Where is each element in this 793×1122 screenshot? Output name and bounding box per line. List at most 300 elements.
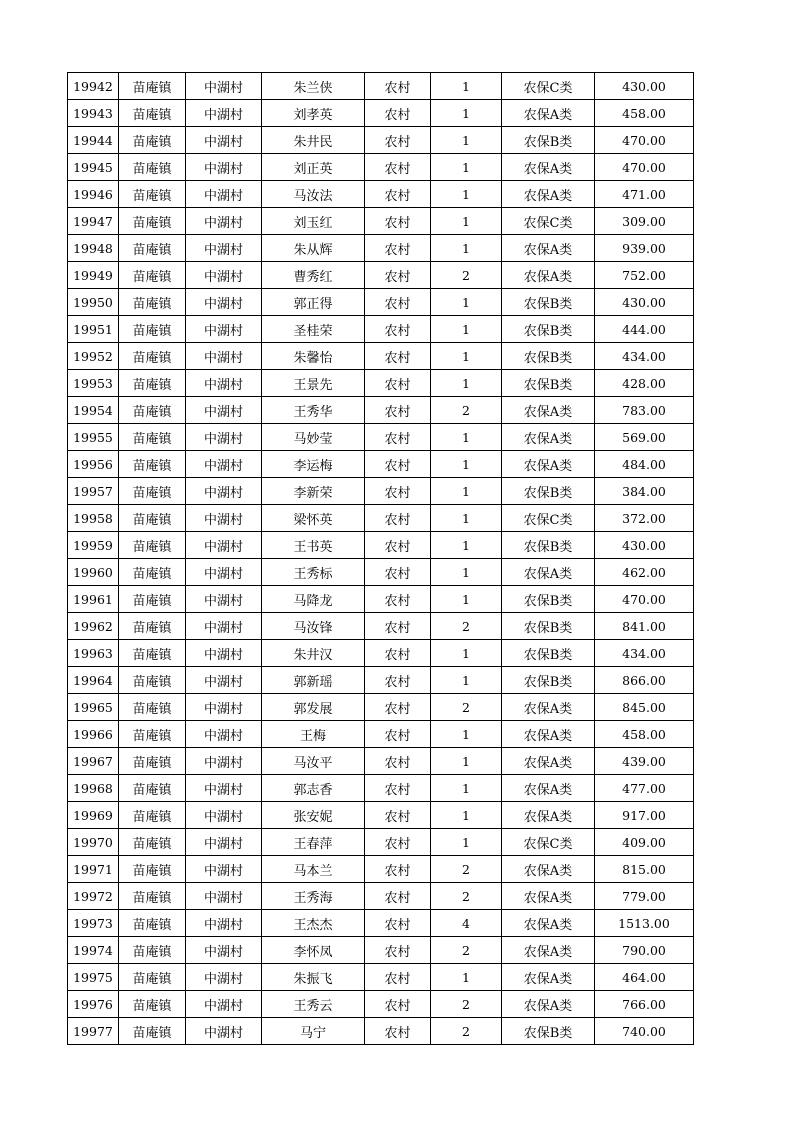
category-cell: 农保B类 (502, 667, 595, 694)
town-cell: 苗庵镇 (119, 505, 186, 532)
town-cell: 苗庵镇 (119, 100, 186, 127)
amount-cell: 464.00 (595, 964, 694, 991)
category-cell: 农保B类 (502, 289, 595, 316)
amount-cell: 815.00 (595, 856, 694, 883)
household-type-cell: 农村 (365, 964, 431, 991)
amount-cell: 372.00 (595, 505, 694, 532)
town-cell: 苗庵镇 (119, 343, 186, 370)
town-cell: 苗庵镇 (119, 667, 186, 694)
amount-cell: 458.00 (595, 721, 694, 748)
name-cell: 马妙莹 (262, 424, 365, 451)
amount-cell: 752.00 (595, 262, 694, 289)
town-cell: 苗庵镇 (119, 235, 186, 262)
serial-number-cell: 19968 (68, 775, 119, 802)
village-cell: 中湖村 (186, 532, 262, 559)
town-cell: 苗庵镇 (119, 289, 186, 316)
category-cell: 农保A类 (502, 775, 595, 802)
table-row (68, 910, 694, 937)
category-cell: 农保C类 (502, 505, 595, 532)
household-type-cell: 农村 (365, 1018, 431, 1045)
table-row (68, 478, 694, 505)
name-cell: 郭新瑶 (262, 667, 365, 694)
table-row (68, 100, 694, 127)
village-cell: 中湖村 (186, 910, 262, 937)
table-row (68, 154, 694, 181)
village-cell: 中湖村 (186, 640, 262, 667)
household-type-cell: 农村 (365, 613, 431, 640)
village-cell: 中湖村 (186, 181, 262, 208)
table-row (68, 586, 694, 613)
town-cell: 苗庵镇 (119, 586, 186, 613)
category-cell: 农保B类 (502, 316, 595, 343)
person-count-cell: 1 (431, 370, 502, 397)
person-count-cell: 2 (431, 613, 502, 640)
household-type-cell: 农村 (365, 505, 431, 532)
amount-cell: 462.00 (595, 559, 694, 586)
name-cell: 马本兰 (262, 856, 365, 883)
serial-number-cell: 19971 (68, 856, 119, 883)
amount-cell: 409.00 (595, 829, 694, 856)
amount-cell: 439.00 (595, 748, 694, 775)
category-cell: 农保A类 (502, 451, 595, 478)
person-count-cell: 1 (431, 73, 502, 100)
amount-cell: 1513.00 (595, 910, 694, 937)
town-cell: 苗庵镇 (119, 910, 186, 937)
village-cell: 中湖村 (186, 721, 262, 748)
name-cell: 王杰杰 (262, 910, 365, 937)
person-count-cell: 1 (431, 532, 502, 559)
village-cell: 中湖村 (186, 694, 262, 721)
category-cell: 农保B类 (502, 127, 595, 154)
category-cell: 农保B类 (502, 478, 595, 505)
name-cell: 王书英 (262, 532, 365, 559)
amount-cell: 384.00 (595, 478, 694, 505)
table-row (68, 640, 694, 667)
village-cell: 中湖村 (186, 289, 262, 316)
records-table (67, 72, 694, 1045)
village-cell: 中湖村 (186, 262, 262, 289)
household-type-cell: 农村 (365, 343, 431, 370)
person-count-cell: 1 (431, 208, 502, 235)
table-row (68, 991, 694, 1018)
person-count-cell: 1 (431, 451, 502, 478)
town-cell: 苗庵镇 (119, 802, 186, 829)
town-cell: 苗庵镇 (119, 775, 186, 802)
household-type-cell: 农村 (365, 262, 431, 289)
table-row (68, 451, 694, 478)
village-cell: 中湖村 (186, 424, 262, 451)
person-count-cell: 1 (431, 100, 502, 127)
person-count-cell: 1 (431, 721, 502, 748)
town-cell: 苗庵镇 (119, 640, 186, 667)
amount-cell: 845.00 (595, 694, 694, 721)
amount-cell: 569.00 (595, 424, 694, 451)
town-cell: 苗庵镇 (119, 856, 186, 883)
name-cell: 郭正得 (262, 289, 365, 316)
village-cell: 中湖村 (186, 343, 262, 370)
name-cell: 马降龙 (262, 586, 365, 613)
village-cell: 中湖村 (186, 586, 262, 613)
household-type-cell: 农村 (365, 802, 431, 829)
household-type-cell: 农村 (365, 991, 431, 1018)
serial-number-cell: 19948 (68, 235, 119, 262)
village-cell: 中湖村 (186, 613, 262, 640)
person-count-cell: 1 (431, 775, 502, 802)
household-type-cell: 农村 (365, 451, 431, 478)
name-cell: 马宁 (262, 1018, 365, 1045)
category-cell: 农保A类 (502, 883, 595, 910)
amount-cell: 841.00 (595, 613, 694, 640)
person-count-cell: 1 (431, 964, 502, 991)
amount-cell: 484.00 (595, 451, 694, 478)
name-cell: 马汝平 (262, 748, 365, 775)
name-cell: 王秀华 (262, 397, 365, 424)
category-cell: 农保A类 (502, 262, 595, 289)
village-cell: 中湖村 (186, 208, 262, 235)
household-type-cell: 农村 (365, 289, 431, 316)
person-count-cell: 2 (431, 937, 502, 964)
village-cell: 中湖村 (186, 937, 262, 964)
table-row (68, 343, 694, 370)
town-cell: 苗庵镇 (119, 370, 186, 397)
name-cell: 王秀标 (262, 559, 365, 586)
table-row (68, 532, 694, 559)
category-cell: 农保A类 (502, 235, 595, 262)
amount-cell: 470.00 (595, 154, 694, 181)
name-cell: 圣桂荣 (262, 316, 365, 343)
serial-number-cell: 19976 (68, 991, 119, 1018)
serial-number-cell: 19946 (68, 181, 119, 208)
name-cell: 朱井汉 (262, 640, 365, 667)
name-cell: 梁怀英 (262, 505, 365, 532)
village-cell: 中湖村 (186, 856, 262, 883)
category-cell: 农保A类 (502, 802, 595, 829)
household-type-cell: 农村 (365, 370, 431, 397)
name-cell: 朱井民 (262, 127, 365, 154)
household-type-cell: 农村 (365, 235, 431, 262)
category-cell: 农保A类 (502, 991, 595, 1018)
household-type-cell: 农村 (365, 559, 431, 586)
serial-number-cell: 19960 (68, 559, 119, 586)
person-count-cell: 2 (431, 883, 502, 910)
village-cell: 中湖村 (186, 505, 262, 532)
table-row (68, 937, 694, 964)
amount-cell: 471.00 (595, 181, 694, 208)
town-cell: 苗庵镇 (119, 208, 186, 235)
serial-number-cell: 19947 (68, 208, 119, 235)
amount-cell: 790.00 (595, 937, 694, 964)
person-count-cell: 1 (431, 181, 502, 208)
name-cell: 朱兰侠 (262, 73, 365, 100)
table-row (68, 721, 694, 748)
serial-number-cell: 19963 (68, 640, 119, 667)
table-row (68, 856, 694, 883)
serial-number-cell: 19962 (68, 613, 119, 640)
village-cell: 中湖村 (186, 802, 262, 829)
village-cell: 中湖村 (186, 397, 262, 424)
amount-cell: 444.00 (595, 316, 694, 343)
name-cell: 李新荣 (262, 478, 365, 505)
serial-number-cell: 19954 (68, 397, 119, 424)
serial-number-cell: 19952 (68, 343, 119, 370)
household-type-cell: 农村 (365, 748, 431, 775)
household-type-cell: 农村 (365, 73, 431, 100)
household-type-cell: 农村 (365, 937, 431, 964)
name-cell: 王秀云 (262, 991, 365, 1018)
person-count-cell: 2 (431, 1018, 502, 1045)
town-cell: 苗庵镇 (119, 991, 186, 1018)
town-cell: 苗庵镇 (119, 424, 186, 451)
name-cell: 王景先 (262, 370, 365, 397)
amount-cell: 766.00 (595, 991, 694, 1018)
name-cell: 王春萍 (262, 829, 365, 856)
amount-cell: 430.00 (595, 532, 694, 559)
serial-number-cell: 19958 (68, 505, 119, 532)
person-count-cell: 1 (431, 289, 502, 316)
serial-number-cell: 19965 (68, 694, 119, 721)
serial-number-cell: 19973 (68, 910, 119, 937)
town-cell: 苗庵镇 (119, 748, 186, 775)
category-cell: 农保C类 (502, 73, 595, 100)
table-row (68, 316, 694, 343)
name-cell: 郭志香 (262, 775, 365, 802)
serial-number-cell: 19950 (68, 289, 119, 316)
household-type-cell: 农村 (365, 127, 431, 154)
person-count-cell: 1 (431, 154, 502, 181)
name-cell: 李怀凤 (262, 937, 365, 964)
household-type-cell: 农村 (365, 694, 431, 721)
category-cell: 农保B类 (502, 1018, 595, 1045)
table-row (68, 289, 694, 316)
town-cell: 苗庵镇 (119, 397, 186, 424)
person-count-cell: 1 (431, 586, 502, 613)
table-row (68, 73, 694, 100)
table-row (68, 181, 694, 208)
table-row (68, 1018, 694, 1045)
village-cell: 中湖村 (186, 316, 262, 343)
category-cell: 农保C类 (502, 208, 595, 235)
category-cell: 农保A类 (502, 154, 595, 181)
person-count-cell: 2 (431, 856, 502, 883)
serial-number-cell: 19951 (68, 316, 119, 343)
person-count-cell: 1 (431, 505, 502, 532)
household-type-cell: 农村 (365, 397, 431, 424)
household-type-cell: 农村 (365, 721, 431, 748)
table-row (68, 748, 694, 775)
town-cell: 苗庵镇 (119, 262, 186, 289)
category-cell: 农保A类 (502, 694, 595, 721)
person-count-cell: 1 (431, 667, 502, 694)
serial-number-cell: 19957 (68, 478, 119, 505)
name-cell: 刘玉红 (262, 208, 365, 235)
village-cell: 中湖村 (186, 235, 262, 262)
town-cell: 苗庵镇 (119, 883, 186, 910)
table-row (68, 370, 694, 397)
household-type-cell: 农村 (365, 478, 431, 505)
village-cell: 中湖村 (186, 883, 262, 910)
town-cell: 苗庵镇 (119, 559, 186, 586)
category-cell: 农保B类 (502, 370, 595, 397)
serial-number-cell: 19977 (68, 1018, 119, 1045)
table-row (68, 397, 694, 424)
name-cell: 马汝法 (262, 181, 365, 208)
person-count-cell: 1 (431, 829, 502, 856)
person-count-cell: 2 (431, 991, 502, 1018)
amount-cell: 434.00 (595, 343, 694, 370)
amount-cell: 309.00 (595, 208, 694, 235)
household-type-cell: 农村 (365, 208, 431, 235)
person-count-cell: 1 (431, 127, 502, 154)
village-cell: 中湖村 (186, 829, 262, 856)
person-count-cell: 1 (431, 559, 502, 586)
town-cell: 苗庵镇 (119, 829, 186, 856)
village-cell: 中湖村 (186, 73, 262, 100)
category-cell: 农保B类 (502, 586, 595, 613)
serial-number-cell: 19972 (68, 883, 119, 910)
category-cell: 农保B类 (502, 343, 595, 370)
person-count-cell: 1 (431, 802, 502, 829)
town-cell: 苗庵镇 (119, 451, 186, 478)
amount-cell: 430.00 (595, 73, 694, 100)
person-count-cell: 1 (431, 424, 502, 451)
serial-number-cell: 19966 (68, 721, 119, 748)
name-cell: 马汝锋 (262, 613, 365, 640)
category-cell: 农保A类 (502, 100, 595, 127)
table-row (68, 127, 694, 154)
amount-cell: 428.00 (595, 370, 694, 397)
village-cell: 中湖村 (186, 1018, 262, 1045)
household-type-cell: 农村 (365, 775, 431, 802)
town-cell: 苗庵镇 (119, 937, 186, 964)
table-row (68, 424, 694, 451)
category-cell: 农保C类 (502, 829, 595, 856)
town-cell: 苗庵镇 (119, 532, 186, 559)
category-cell: 农保A类 (502, 397, 595, 424)
table-row (68, 667, 694, 694)
serial-number-cell: 19956 (68, 451, 119, 478)
table-row (68, 694, 694, 721)
amount-cell: 866.00 (595, 667, 694, 694)
category-cell: 农保B类 (502, 532, 595, 559)
household-type-cell: 农村 (365, 856, 431, 883)
table-row (68, 262, 694, 289)
table-row (68, 964, 694, 991)
name-cell: 刘孝英 (262, 100, 365, 127)
person-count-cell: 2 (431, 262, 502, 289)
table-row (68, 802, 694, 829)
serial-number-cell: 19969 (68, 802, 119, 829)
person-count-cell: 1 (431, 316, 502, 343)
household-type-cell: 农村 (365, 316, 431, 343)
table-row (68, 883, 694, 910)
village-cell: 中湖村 (186, 964, 262, 991)
table-row (68, 559, 694, 586)
serial-number-cell: 19964 (68, 667, 119, 694)
person-count-cell: 1 (431, 640, 502, 667)
village-cell: 中湖村 (186, 991, 262, 1018)
household-type-cell: 农村 (365, 640, 431, 667)
person-count-cell: 1 (431, 235, 502, 262)
amount-cell: 434.00 (595, 640, 694, 667)
serial-number-cell: 19961 (68, 586, 119, 613)
household-type-cell: 农村 (365, 532, 431, 559)
person-count-cell: 2 (431, 397, 502, 424)
serial-number-cell: 19967 (68, 748, 119, 775)
town-cell: 苗庵镇 (119, 613, 186, 640)
household-type-cell: 农村 (365, 100, 431, 127)
category-cell: 农保A类 (502, 937, 595, 964)
village-cell: 中湖村 (186, 748, 262, 775)
village-cell: 中湖村 (186, 154, 262, 181)
town-cell: 苗庵镇 (119, 694, 186, 721)
serial-number-cell: 19970 (68, 829, 119, 856)
category-cell: 农保A类 (502, 856, 595, 883)
table-row (68, 829, 694, 856)
town-cell: 苗庵镇 (119, 316, 186, 343)
name-cell: 王秀海 (262, 883, 365, 910)
person-count-cell: 1 (431, 478, 502, 505)
town-cell: 苗庵镇 (119, 478, 186, 505)
serial-number-cell: 19953 (68, 370, 119, 397)
town-cell: 苗庵镇 (119, 964, 186, 991)
town-cell: 苗庵镇 (119, 154, 186, 181)
village-cell: 中湖村 (186, 451, 262, 478)
name-cell: 王梅 (262, 721, 365, 748)
serial-number-cell: 19949 (68, 262, 119, 289)
household-type-cell: 农村 (365, 181, 431, 208)
person-count-cell: 1 (431, 748, 502, 775)
category-cell: 农保A类 (502, 721, 595, 748)
category-cell: 农保A类 (502, 748, 595, 775)
table-row (68, 235, 694, 262)
amount-cell: 783.00 (595, 397, 694, 424)
name-cell: 张安妮 (262, 802, 365, 829)
town-cell: 苗庵镇 (119, 181, 186, 208)
table-row (68, 208, 694, 235)
category-cell: 农保A类 (502, 910, 595, 937)
village-cell: 中湖村 (186, 127, 262, 154)
town-cell: 苗庵镇 (119, 73, 186, 100)
amount-cell: 477.00 (595, 775, 694, 802)
serial-number-cell: 19943 (68, 100, 119, 127)
name-cell: 曹秀红 (262, 262, 365, 289)
person-count-cell: 4 (431, 910, 502, 937)
amount-cell: 779.00 (595, 883, 694, 910)
village-cell: 中湖村 (186, 775, 262, 802)
amount-cell: 470.00 (595, 586, 694, 613)
serial-number-cell: 19955 (68, 424, 119, 451)
town-cell: 苗庵镇 (119, 721, 186, 748)
town-cell: 苗庵镇 (119, 127, 186, 154)
category-cell: 农保A类 (502, 964, 595, 991)
amount-cell: 430.00 (595, 289, 694, 316)
household-type-cell: 农村 (365, 883, 431, 910)
village-cell: 中湖村 (186, 478, 262, 505)
category-cell: 农保B类 (502, 640, 595, 667)
amount-cell: 740.00 (595, 1018, 694, 1045)
amount-cell: 939.00 (595, 235, 694, 262)
amount-cell: 917.00 (595, 802, 694, 829)
household-type-cell: 农村 (365, 667, 431, 694)
table-row (68, 613, 694, 640)
name-cell: 李运梅 (262, 451, 365, 478)
serial-number-cell: 19975 (68, 964, 119, 991)
household-type-cell: 农村 (365, 910, 431, 937)
amount-cell: 458.00 (595, 100, 694, 127)
village-cell: 中湖村 (186, 370, 262, 397)
name-cell: 刘正英 (262, 154, 365, 181)
person-count-cell: 1 (431, 343, 502, 370)
